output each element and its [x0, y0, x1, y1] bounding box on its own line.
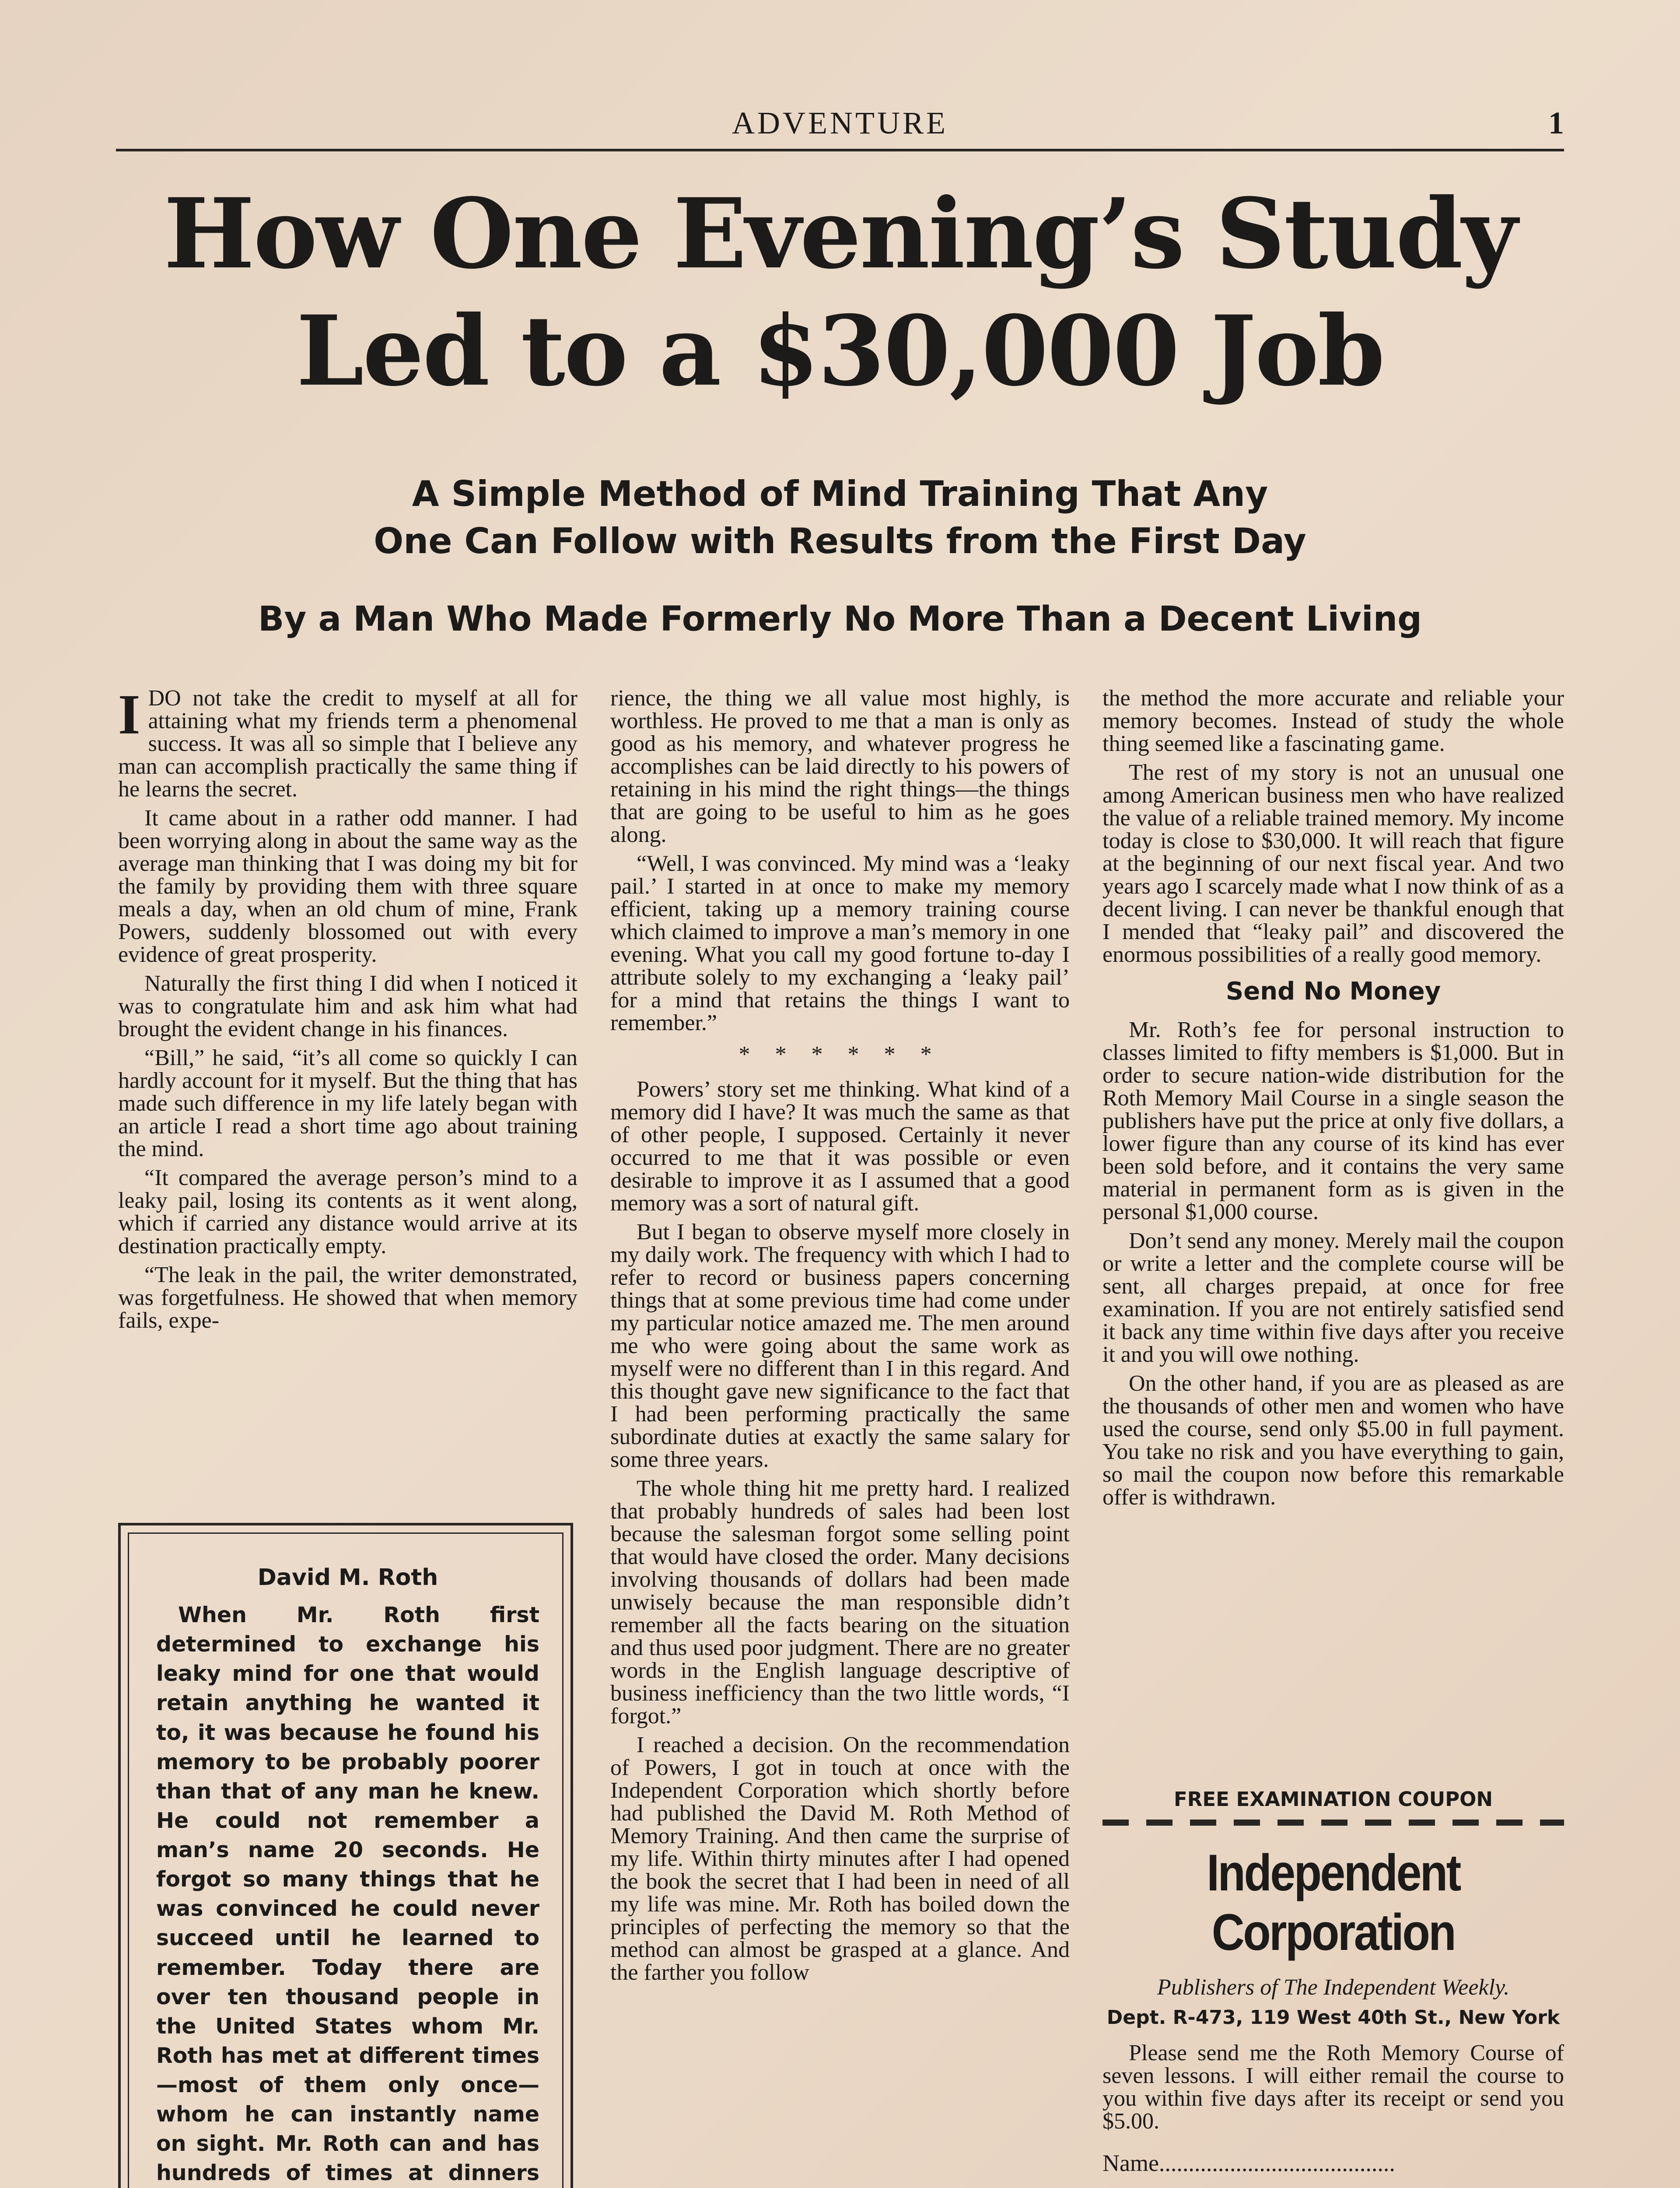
paragraph: The rest of my story is not an unusual one among American business men who have realized the value of a reliable trained memory. My income today is close to $30,000. It will reach that figure at the beginning of our next fiscal year. And two years ago I scarcely made what I now think of as a decent living. I can never be thankful enough that I mended that “leaky pail” and discovered the enormous possibilities of a really good memory. — [1102, 760, 1564, 967]
name-field: Name........................................ — [1102, 2151, 1395, 2175]
paragraph: Don’t send any money. Merely mail the coupon or write a letter and the complete course will be sent, all charges prepaid, at once for free examination. If you are not entirely satisfied send it back any time within five days after you receive it and you will owe nothing. — [1102, 1228, 1564, 1367]
coupon-order-text: Please send me the Roth Memory Course of seven lessons. I will either remail the course to you within five days after its receipt or send you $5.00. — [1102, 2041, 1564, 2134]
coupon-label: FREE EXAMINATION COUPON — [1173, 1788, 1493, 1811]
headline — [66, 175, 1614, 410]
running-head-title: ADVENTURE — [732, 105, 948, 140]
byline: By a Man Who Made Formerly No More Than a Decent Living — [258, 600, 1422, 639]
coupon-cut-line — [1102, 1820, 1564, 1826]
paragraph: IDO not take the credit to myself at all for attaining what my friends term a phenomenal success. It was all so simple that I believe any man can accomplish practically the same thing if he learns the secret. — [118, 683, 578, 802]
sidebox-inner-border — [128, 1532, 564, 2188]
section-break-stars: * * * * * * — [738, 1042, 942, 1067]
headline-line-1: How One Evening’s Study — [164, 177, 1516, 290]
sidebox-title: David M. Roth — [257, 1564, 438, 1591]
corporation-name: Independent Corporation — [1207, 1844, 1460, 1961]
article-column-1 — [118, 683, 578, 1338]
paragraph: “Well, I was convinced. My mind was a ‘leaky pail.’ I started in at once to make my memory efficient, taking up a memory training course which claimed to improve a man’s memory in one evening. What you call my good fortune to-day I attribute solely to my exchanging a ‘leaky pail’ for a mind that retains the things I want to remember.” — [610, 851, 1070, 1035]
dept-address: Dept. R-473, 119 West 40th St., New York — [1106, 2006, 1560, 2029]
paragraph: On the other hand, if you are as pleased as are the thousands of other men and women who have used the course, send only $5.00 in full payment. You take no risk and you have everything to gain, so mail the coupon now before this remarkable offer is withdrawn. — [1102, 1371, 1564, 1510]
paragraph: “It compared the average person’s mind to a leaky pail, losing its contents as it went along, which if carried any distance would arrive at its destination practically empty. — [118, 1165, 578, 1259]
page-number: 1 — [1548, 105, 1564, 140]
paragraph: Naturally the first thing I did when I noticed it was to congratulate him and ask him what had brought the evident change in his finances. — [118, 971, 578, 1041]
sidebox-body: When Mr. Roth first determined to exchange his leaky mind for one that would retain anything he wanted it to, it was because he found his memory to be probably poorer than that of any man he knew. He could not remember a man’s name 20 seconds. He forgot so many things that he was convinced he could never succeed until he learned to remember. Today there are over ten thousand people in the United States whom Mr. Roth has met at different times—most of them only once—whom he can instantly name on sight. Mr. Roth can and has hundreds of times at dinners — [156, 1602, 539, 2186]
paragraph: I reached a decision. On the recommendation of Powers, I got in touch at once with the Independent Corporation which shortly before had published the David M. Roth Method of Memory Training. And then came the surprise of my life. Within thirty minutes after I had opened the book the secret that I had been in need of all my life was mine. Mr. Roth has boiled down the principles of perfecting the memory so that the method can almost be grasped at a glance. And the farther you follow — [610, 1732, 1070, 1985]
paragraph: Mr. Roth’s fee for personal instruction to classes limited to fifty members is $1,000. But in order to secure nation-wide distribution for the Roth Memory Mail Course in a single season the publishers have put the price at only five dollars, a lower figure than any course of its kind has ever been sold before, and it contains the very same material in permanent form as is given in the personal $1,000 course. — [1102, 1017, 1564, 1224]
paragraph: The whole thing hit me pretty hard. I realized that probably hundreds of sales had been lost because the salesman forgot some selling point that would have closed the order. Many decisions involving thousands of dollars had been made unwisely because the man responsible didn’t remember all the facts bearing on the situation and thus used poor judgment. There are no greater words in the English language descriptive of business inefficiency than the two little words, “I forgot.” — [610, 1476, 1070, 1729]
subhead-line-2: One Can Follow with Results from the First Day — [374, 521, 1306, 561]
send-no-money-heading: Send No Money — [1225, 977, 1441, 1006]
david-roth-sidebox — [118, 1523, 573, 2188]
running-head — [116, 101, 1564, 151]
publisher-line: Publishers of The Independent Weekly. — [1157, 1975, 1510, 2000]
paragraph: It came about in a rather odd manner. I had been worrying along in about the same way as the average man thinking that I was doing my bit for the family by providing them with three square meals a day, when an old chum of mine, Frank Powers, suddenly blossomed out with every evidence of great prosperity. — [118, 806, 578, 967]
paragraph: the method the more accurate and reliable your memory becomes. Instead of study the whole thing seemed like a fascinating game. — [1102, 686, 1564, 756]
paragraph: But I began to observe myself more closely in my daily work. The frequency with which I had to refer to record or business papers concerning things that at some previous time had come under my particular notice amazed me. The men around me who were going about the same work as myself were no different than I in this regard. And this thought gave new significance to the fact that I had been performing practically the same subordinate duties at exactly the same salary for some three years. — [610, 1220, 1070, 1472]
headline-line-2: Led to a $30,000 Job — [296, 294, 1384, 408]
paragraph: “Bill,” he said, “it’s all come so quickly I can hardly account for it myself. But the thing that has made such difference in my life lately began with an article I read a short time ago about training the mind. — [118, 1045, 578, 1161]
free-examination-coupon — [1102, 1788, 1564, 2188]
article-column-2 — [610, 687, 1070, 1990]
subhead — [131, 470, 1549, 565]
article-column-3 — [1102, 687, 1564, 1515]
paragraph: Powers’ story set me thinking. What kind of a memory did I have? It was much the same as that of other people, I supposed. Certainly it never occurred to me that it was possible or even desirable to improve it as I assumed that a good memory was a sort of natural gift. — [610, 1077, 1070, 1216]
paragraph: “The leak in the pail, the writer demonstrated, was forgetfulness. He showed that when memory fails, expe- — [118, 1262, 578, 1333]
paragraph: rience, the thing we all value most highly, is worthless. He proved to me that a man is only as good as his memory, and whatever progress he accomplishes can be laid directly to his powers of retaining in his mind the right things—the things that are going to be useful to him as he goes along. — [610, 686, 1070, 847]
subhead-line-1: A Simple Method of Mind Training That Any — [412, 473, 1268, 514]
